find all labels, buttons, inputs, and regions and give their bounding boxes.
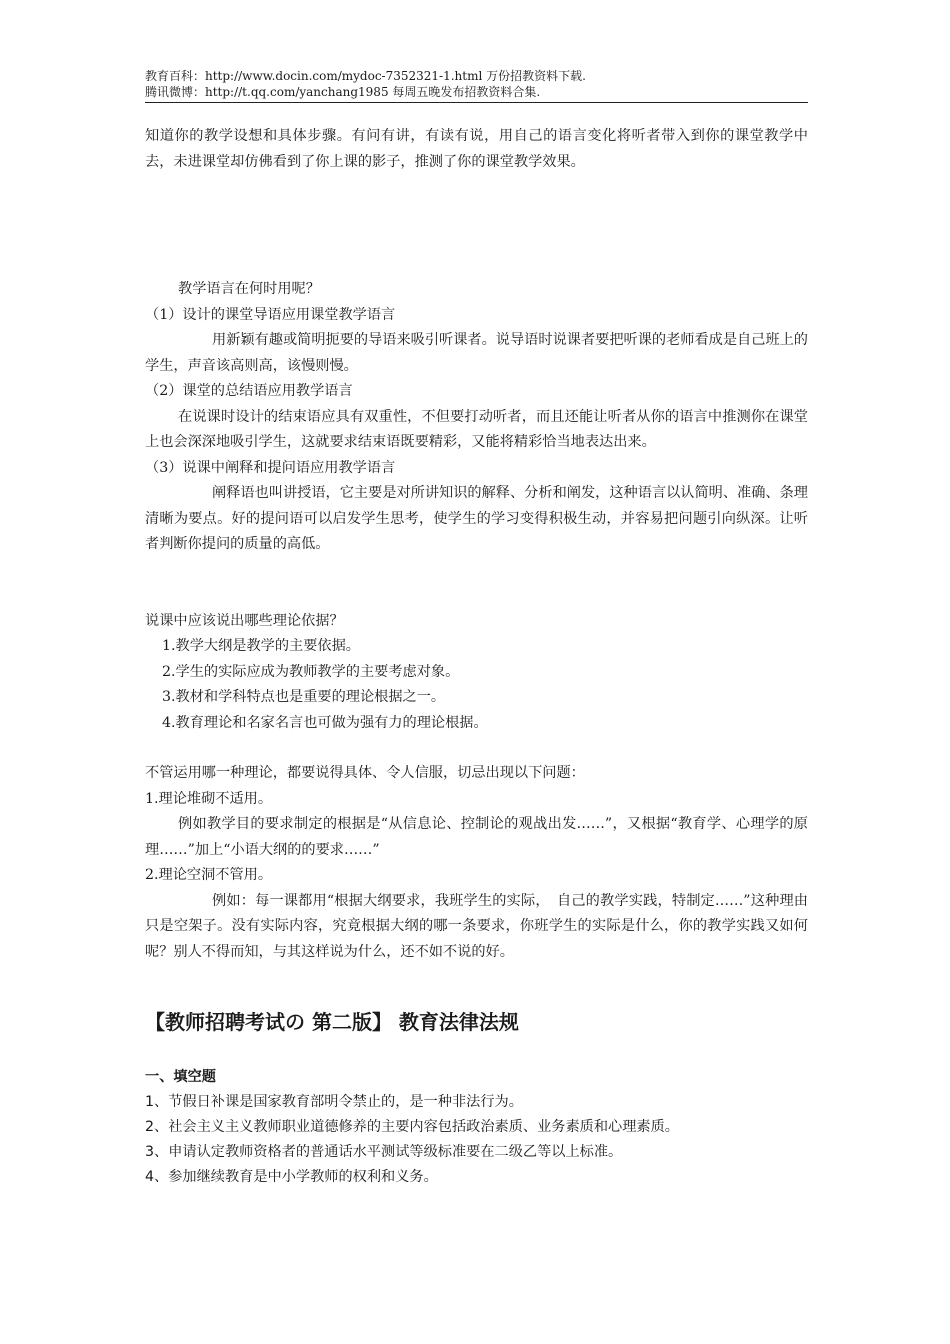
theory-list-item: 4.教育理论和名家名言也可做为强有力的理论根据。: [162, 714, 488, 731]
header-line-weibo: 腾讯微博：http://t.qq.com/yanchang1985 每周五晚发布招教资料合集.: [145, 85, 541, 99]
fill-blank-item: 2、社会主义主义教师职业道德修养的主要内容包括政治素质、业务素质和心理素质。: [145, 1119, 679, 1135]
spacer: [145, 175, 808, 277]
language-item3-body: 阐释语也叫讲授语，它主要是对所讲知识的解释、分析和阐发，这种语言以认简明、准确、条理清晰为要点。好的提问语可以启发学生思考，使学生的学习变得积极生动，并容易把问题引向纵深。让听者判断你提问的质量的高低。: [145, 485, 808, 552]
fill-blank-item: 3、申请认定教师资格者的普通话水平测试等级标准要在二级乙等以上标准。: [145, 1144, 623, 1160]
spacer: [145, 1037, 808, 1065]
theory-list-item: 3.教材和学科特点也是重要的理论根据之一。: [162, 689, 446, 705]
header-line-docin: 教育百科：http://www.docin.com/mydoc-7352321-1.html 万份招教资料下载.: [145, 69, 586, 83]
spacer: [145, 736, 808, 761]
language-item3-title: （3）说课中阐释和提问语应用教学语言: [145, 459, 396, 476]
intro-paragraph: 知道你的教学设想和具体步骤。有问有讲，有读有说，用自己的语言变化将听者带入到你的课堂教学中去，未进课堂却仿佛看到了你上课的影子，推测了你的课堂教学效果。: [145, 128, 808, 170]
theory-list-item: 2.学生的实际应成为教师教学的主要考虑对象。: [162, 663, 460, 680]
page-header: [145, 68, 808, 103]
document-body: [145, 124, 808, 1190]
problem2-title: 2.理论空洞不管用。: [145, 867, 273, 883]
section-title: 【教师招聘考试の 第二版】 教育法律法规: [145, 1010, 519, 1034]
theory-question: 说课中应该说出哪些理论依据？: [145, 612, 344, 629]
language-item2-title: （2）课堂的总结语应用教学语言: [145, 383, 353, 399]
spacer: [145, 965, 808, 1007]
fill-blank-item: 1、节假日补课是国家教育部明令禁止的，是一种非法行为。: [145, 1094, 523, 1110]
spacer: [145, 558, 808, 609]
language-item1-body: 用新颖有趣或简明扼要的导语来吸引听课者。说导语时说课者要把听课的老师看成是自己班上的学生，声音该高则高，该慢则慢。: [145, 332, 808, 374]
theory-list-item: 1.教学大纲是教学的主要依据。: [162, 638, 360, 654]
problem2-body: 例如：每一课都用“根据大纲要求，我班学生的实际， 自己的教学实践，特制定……”这种理由只是空架子。没有实际内容，究竟根据大纲的哪一条要求，你班学生的实际是什么，你的教学实践又如何呢？别人不得而知，与其这样说为什么，还不如不说的好。: [145, 892, 808, 960]
problem1-body: 例如教学目的要求制定的根据是“从信息论、控制论的观战出发……”，又根据“教育学、心理学的原理……”加上“小语大纲的的要求……”: [145, 816, 808, 858]
language-item1-title: （1）设计的课堂导语应用课堂教学语言: [145, 306, 396, 323]
section-subtitle: 一、填空题: [145, 1069, 216, 1085]
problem1-title: 1.理论堆砌不适用。: [145, 790, 273, 807]
language-item2-body: 在说课时设计的结束语应具有双重性，不但要打动听者，而且还能让听者从你的语言中推测你在课堂上也会深深地吸引学生，这就要求结束语既要精彩，又能将精彩恰当地表达出来。: [145, 408, 808, 450]
theory-caution: 不管运用哪一种理论，都要说得具体、令人信服，切忌出现以下问题：: [145, 765, 585, 781]
fill-blank-item: 4、参加继续教育是中小学教师的权利和义务。: [145, 1169, 438, 1185]
language-question: 教学语言在何时用呢？: [178, 281, 320, 297]
